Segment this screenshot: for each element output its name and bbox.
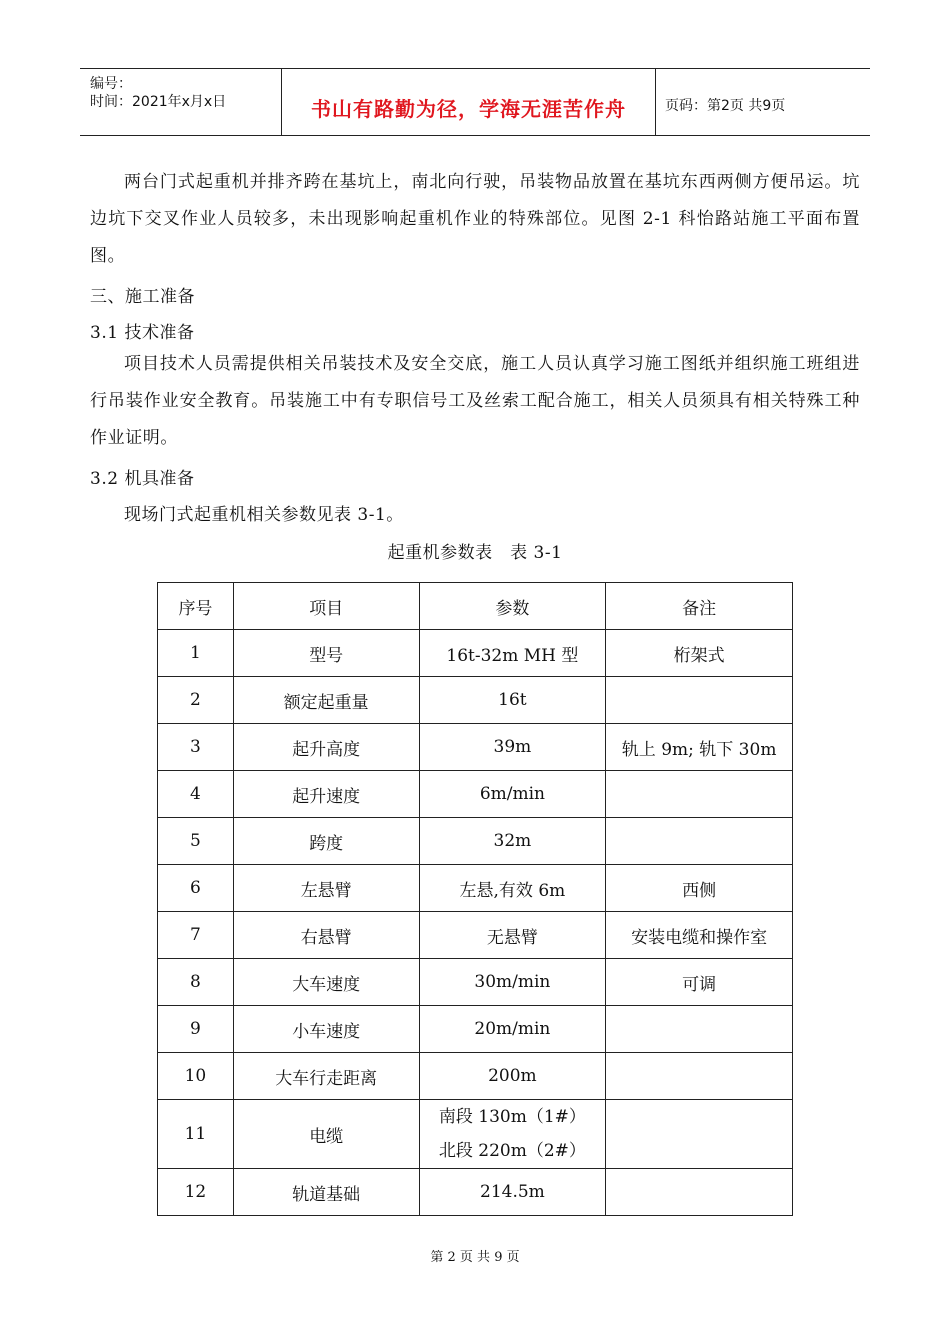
header-left-cell	[80, 69, 281, 135]
table-header-row	[158, 583, 793, 630]
cell-parameter: 214.5m	[419, 1169, 606, 1216]
table-row	[158, 818, 793, 865]
cell-remark: 桁架式	[606, 630, 793, 677]
header-right-cell	[655, 69, 870, 135]
header-item: 项目	[233, 583, 419, 630]
cell-index: 4	[158, 771, 234, 818]
table-row	[158, 677, 793, 724]
page-footer: 第 2 页 共 9 页	[430, 1250, 520, 1265]
table-caption: 起重机参数表 表 3-1	[387, 543, 563, 563]
table-row	[158, 1169, 793, 1216]
cell-index: 1	[158, 630, 234, 677]
cell-item: 型号	[233, 630, 419, 677]
table-row	[158, 630, 793, 677]
cell-index: 5	[158, 818, 234, 865]
cell-item: 电缆	[233, 1100, 419, 1169]
cell-item: 起升速度	[233, 771, 419, 818]
cell-index: 11	[158, 1100, 234, 1169]
cell-parameter: 6m/min	[419, 771, 606, 818]
cell-parameter: 无悬臂	[419, 912, 606, 959]
paragraph-equipment-prep: 现场门式起重机相关参数见表 3-1。	[124, 505, 404, 525]
cell-parameter: 16t-32m MH 型	[419, 630, 606, 677]
cell-remark	[606, 771, 793, 818]
heading-equipment-prep: 3.2 机具准备	[90, 469, 195, 489]
cell-parameter: 39m	[419, 724, 606, 771]
table-row	[158, 912, 793, 959]
cell-item: 跨度	[233, 818, 419, 865]
table-row	[158, 959, 793, 1006]
cell-item: 起升高度	[233, 724, 419, 771]
cell-index: 3	[158, 724, 234, 771]
paragraph-crane-layout: 两台门式起重机并排齐跨在基坑上，南北向行驶，吊装物品放置在基坑东西两侧方便吊运。坑边坑下交叉作业人员较多，未出现影响起重机作业的特殊部位。见图 2-1 科怡路站施工平面布置图。	[90, 172, 860, 266]
table-row	[158, 1100, 793, 1169]
doc-number-label: 编号：	[90, 76, 132, 92]
cable-north-section: 北段 220m（2#）	[438, 1141, 586, 1161]
heading-construction-prep: 三、施工准备	[90, 287, 195, 307]
date-text: 时间：2021年x月x日	[90, 94, 227, 110]
paragraph-technical-prep: 项目技术人员需提供相关吊装技术及安全交底，施工人员认真学习施工图纸并组织施工班组进行吊装作业安全教育。吊装施工中有专职信号工及丝索工配合施工，相关人员须具有相关特殊工种作业证明。	[90, 354, 860, 448]
table-row	[158, 1006, 793, 1053]
cell-item: 额定起重量	[233, 677, 419, 724]
cell-remark: 可调	[606, 959, 793, 1006]
cell-item: 大车行走距离	[233, 1053, 419, 1100]
cell-index: 2	[158, 677, 234, 724]
cell-remark: 轨上 9m; 轨下 30m	[606, 724, 793, 771]
header-middle-cell	[281, 69, 656, 135]
cell-index: 6	[158, 865, 234, 912]
page-header	[80, 68, 870, 136]
cell-remark: 安装电缆和操作室	[606, 912, 793, 959]
cell-index: 8	[158, 959, 234, 1006]
cell-item: 轨道基础	[233, 1169, 419, 1216]
cell-remark	[606, 1006, 793, 1053]
cell-remark	[606, 818, 793, 865]
table-row	[158, 865, 793, 912]
cell-index: 12	[158, 1169, 234, 1216]
cell-parameter: 20m/min	[419, 1006, 606, 1053]
cell-item: 小车速度	[233, 1006, 419, 1053]
header-remark: 备注	[606, 583, 793, 630]
cell-parameter: 30m/min	[419, 959, 606, 1006]
cell-remark	[606, 677, 793, 724]
cell-index: 7	[158, 912, 234, 959]
cell-index: 9	[158, 1006, 234, 1053]
header-motto: 书山有路勤为径，学海无涯苦作舟	[311, 97, 626, 121]
cell-remark	[606, 1053, 793, 1100]
cell-parameter: 16t	[419, 677, 606, 724]
cell-index: 10	[158, 1053, 234, 1100]
cell-parameter: 32m	[419, 818, 606, 865]
cable-south-section: 南段 130m（1#）	[438, 1107, 586, 1127]
table-row	[158, 1053, 793, 1100]
cell-remark	[606, 1100, 793, 1169]
heading-technical-prep: 3.1 技术准备	[90, 323, 195, 343]
crane-parameters-table	[157, 582, 793, 1216]
table-row	[158, 771, 793, 818]
cell-item: 大车速度	[233, 959, 419, 1006]
header-page-info: 页码：第2页 共9页	[665, 98, 786, 114]
header-parameter: 参数	[419, 583, 606, 630]
cell-parameter-cable	[419, 1100, 606, 1169]
cell-item: 右悬臂	[233, 912, 419, 959]
cell-remark: 西侧	[606, 865, 793, 912]
table-row	[158, 724, 793, 771]
cell-parameter: 200m	[419, 1053, 606, 1100]
cell-item: 左悬臂	[233, 865, 419, 912]
cell-remark	[606, 1169, 793, 1216]
header-index: 序号	[158, 583, 234, 630]
cell-parameter: 左悬,有效 6m	[419, 865, 606, 912]
